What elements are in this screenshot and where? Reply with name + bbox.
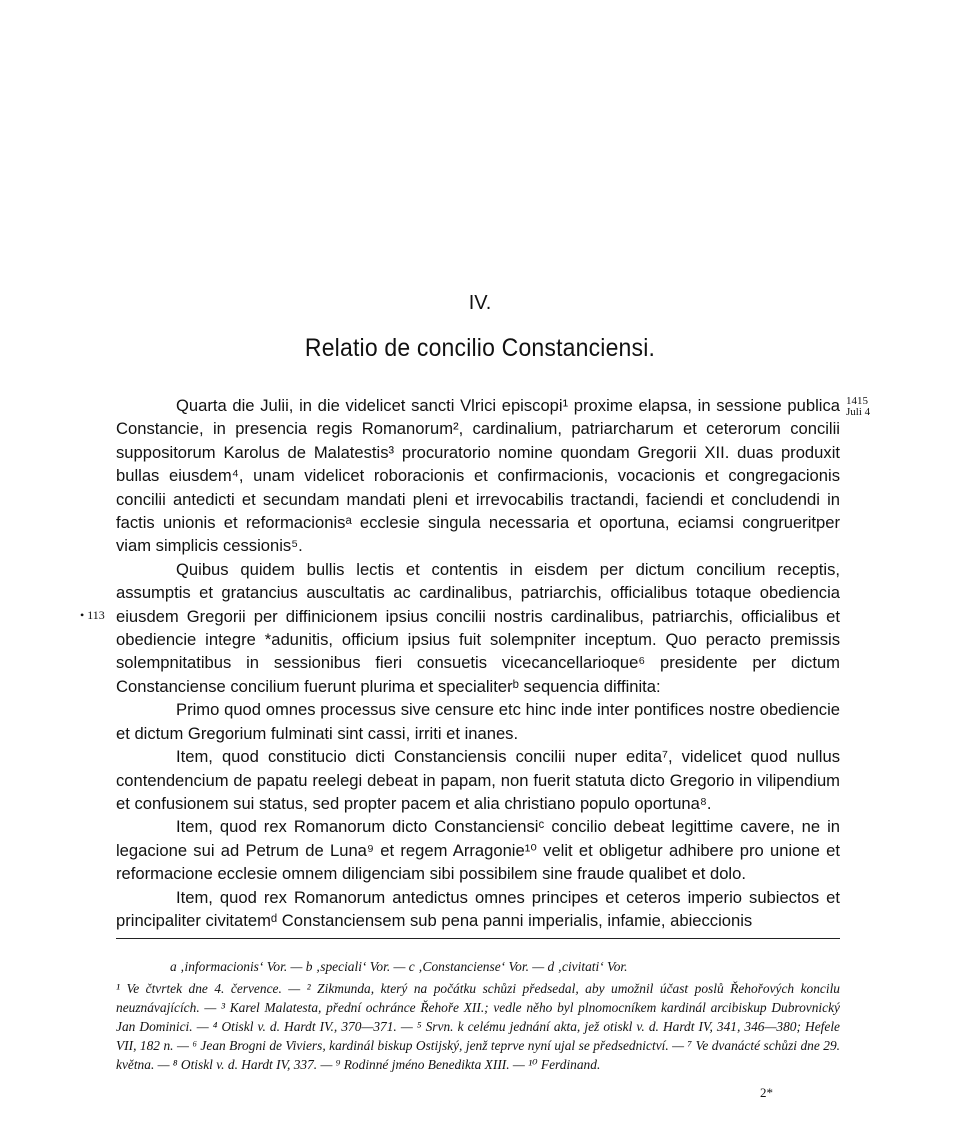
paragraph: Quarta die Julii, in die videlicet sancti Vlrici episcopi¹ proxime elapsa, in sessione publica Constancie, in presencia regis Romanorum², cardinalium, patriarcharum et ceterorum concilii suppositorum Karolus de Malatestis³ procuratorio nomine quondam Gregorii XII. duas produxit bullas eiusdem⁴, unam videlicet roboracionis et confirmacionis, vocacionis et congregacionis concilii antedicti et secundam mandati pleni et irrevocabilis tractandi, faciendi et concludendi in factis unionis et reformacionisᵃ ecclesie singula necessaria et oportuna, eciamsi congrueritper viam simplicis cessionis⁵. bbox=[116, 396, 840, 556]
margin-date-day: Juli 4 bbox=[846, 406, 871, 418]
paragraph: Quibus quidem bullis lectis et contentis in eisdem per dictum concilium receptis, assumptis et gratancius auscultatis ac cardinalibus, patriarchis, officialibus totaque obediencia eiusdem Gregorii per diffinicionem ipsius concilii nostris cardinalibus, patriarchis, officialibus et obediencie integre *adunitis, officium ipsius fuit solempniter inceptum. Quo peracto premissis solempnitatibus in sessionibus fieri consuetis vicecancellarioque⁶ presidente per dictum Constanciense concilium fuerunt plurima et specialiterᵇ sequencia diffinita: bbox=[116, 559, 840, 696]
main-text bbox=[116, 394, 840, 932]
footnotes-textual: a ‚informacionis‘ Vor. — b ‚speciali‘ Vor. — c ‚Constanciense‘ Vor. — d ‚civitati‘ Vor. bbox=[170, 959, 628, 974]
footnotes bbox=[116, 957, 840, 1074]
paragraph: Item, quod rex Romanorum dicto Constanciensiᶜ concilio debeat legittime cavere, ne in legacione sui ad Petrum de Luna⁹ et regem Arragonie¹⁰ velit et obligetur adhibere pro unione et reformacione ecclesie omnem diligenciam sibi possibilem sine fraude qualibet et dolo. bbox=[116, 817, 840, 884]
margin-date-year: 1415 bbox=[846, 395, 868, 407]
folio-number: 2* bbox=[760, 1085, 773, 1100]
paragraph: Item, quod constitucio dicti Constanciensis concilii nuper edita⁷, videlicet quod nullus contendencium de papatu reelegi debeat in papam, non fuerit statuta dicto Gregorio in vilipendium et confusionem sui status, sed propter pacem et alia christiano populo oportuna⁸. bbox=[116, 747, 840, 813]
footnotes-explanatory: ¹ Ve čtvrtek dne 4. července. — ² Zikmunda, který na počátku schůzi předsedal, aby umožnil účast poslů Řehořových koncilu neuznávajících. — ³ Karel Malatesta, přední ochránce Řehoře XII.; vedle něho byl plnomocníkem kardinál arcibiskup Dubrovnický Jan Dominici. — ⁴ Otiskl v. d. Hardt IV., 370—371. — ⁵ Srvn. k celému jednání akta, jež otiskl v. d. Hardt IV, 341, 346—380; Hefele VII, 182 n. — ⁶ Jean Brogni de Viviers, kardinál biskup Ostijský, jenž teprve nyní ujal se předsednictví. — ⁷ Ve dvanácté schůzi dne 29. května. — ⁸ Otiskl v. d. Hardt IV, 337. — ⁹ Rodinné jméno Benedikta XIII. — ¹⁰ Ferdinand. bbox=[116, 981, 840, 1072]
paragraph: Primo quod omnes processus sive censure etc hinc inde inter pontifices nostre obediencie et dictum Gregorium fulminati sint cassi, irriti et inanes. bbox=[116, 700, 840, 743]
chapter-number: IV. bbox=[468, 292, 492, 314]
margin-page-reference: • 113 bbox=[80, 608, 105, 622]
document-title: Relatio de concilio Constanciensi. bbox=[304, 334, 656, 362]
footnote-divider bbox=[116, 938, 840, 939]
margin-date bbox=[846, 396, 906, 418]
paragraph: Item, quod rex Romanorum antedictus omnes principes et ceteros imperio subiectos et principaliter civitatemᵈ Constanciensem sub pena panni imperialis, infamie, abieccionis bbox=[116, 887, 840, 930]
